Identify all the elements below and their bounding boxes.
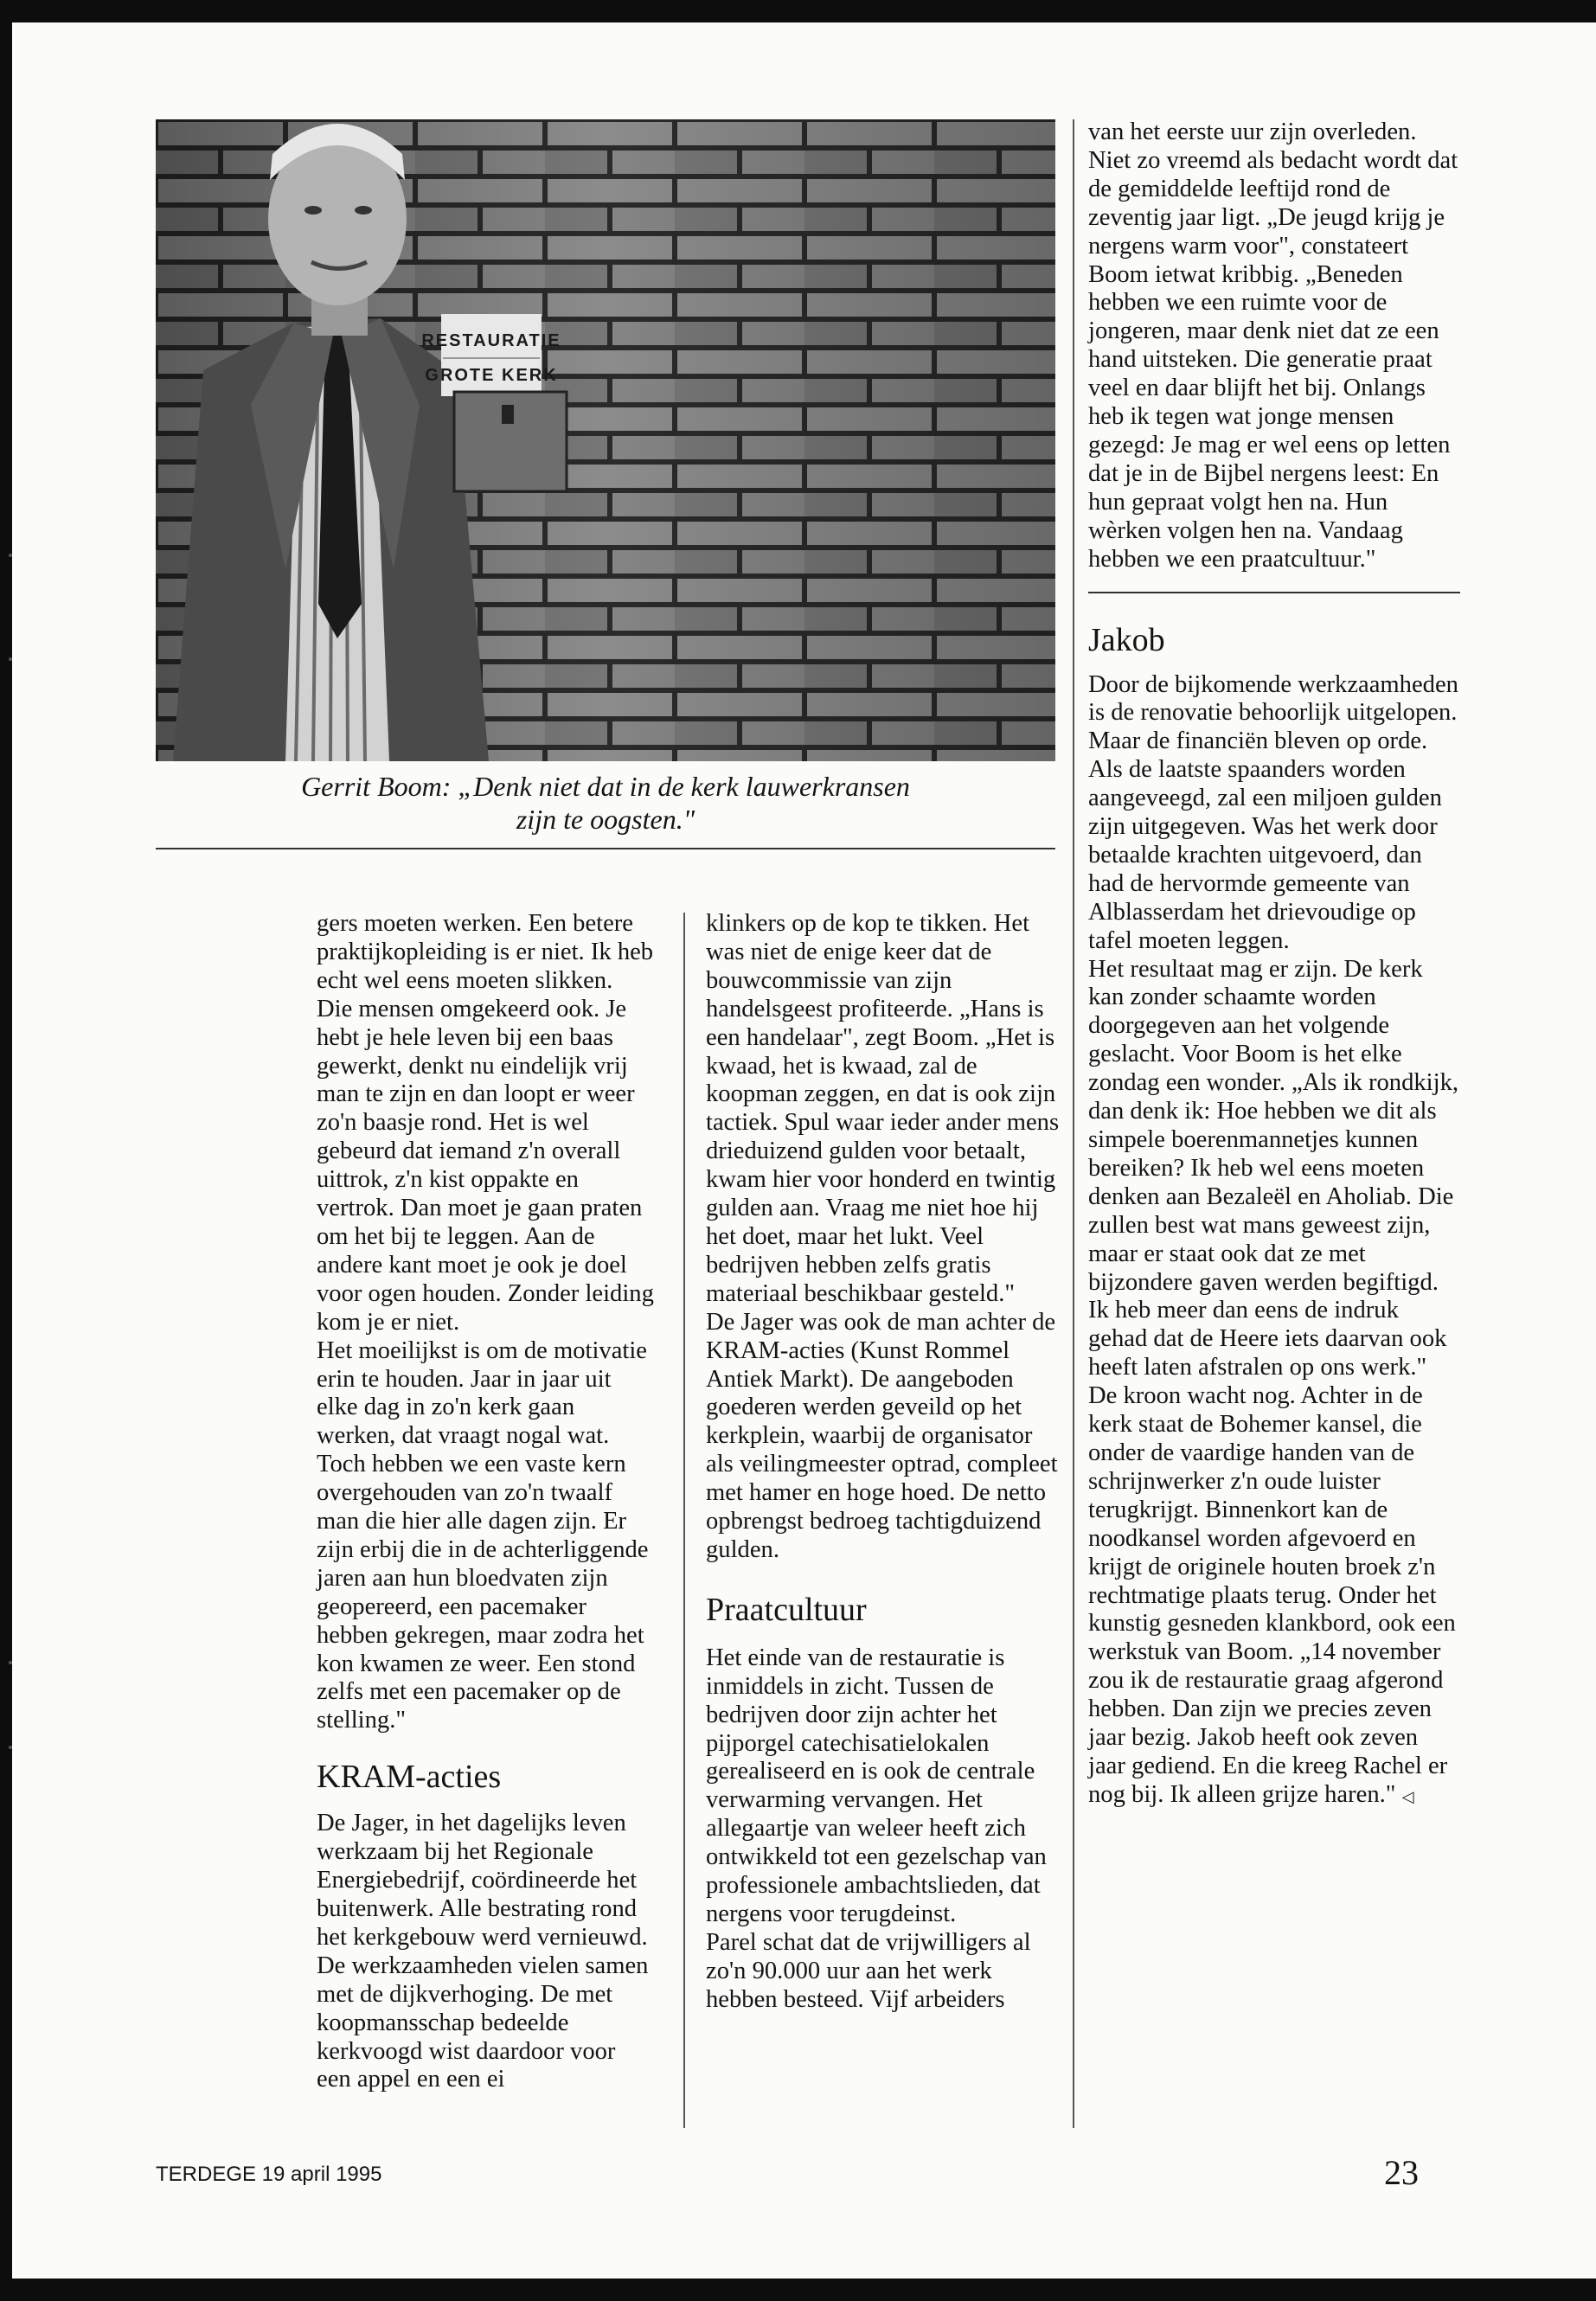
sign-line-1: RESTAURATIE	[421, 331, 561, 350]
paragraph: De Jager was ook de man achter de KRAM-acties (Kunst Rommel Antiek Markt). De aangeboden goederen werden geveild op het kerkplein, waarbij de organisator als veilingmeester optrad, compleet met hamer en hoge hoed. De netto opbrengst bedroeg tachtigduizend gulden.	[706, 1308, 1058, 1563]
margin-speck	[9, 657, 12, 661]
section-heading-kram: KRAM-acties	[317, 1759, 502, 1796]
page-number: 23	[1384, 2153, 1419, 2192]
caption-line-1: Gerrit Boom: „Denk niet dat in de kerk lauwerkransen	[301, 771, 910, 802]
paragraph: gers moeten werken. Een betere praktijkopleiding is er niet. Ik heb echt wel eens moeten slikken.	[317, 910, 654, 994]
sign-line-2: GROTE KERK	[425, 366, 558, 385]
caption-line-2: zijn te oogsten."	[516, 804, 695, 835]
end-of-article-icon: ◁	[1401, 1787, 1414, 1806]
paragraph: van het eerste uur zijn overleden. Niet zo vreemd als bedacht wordt dat de gemiddelde leeftijd rond de zeventig jaar ligt. „De jeugd krijg je nergens warm voor", constateert Boom ietwat kribbig. „Beneden hebben we een ruimte voor de jongeren, maar denk niet dat ze een hand uitsteken. Die generatie praat veel en daar blijft het bij. Onlangs heb ik tegen wat jonge mensen gezegd: Je mag er wel eens op letten dat je in de Bijbel nergens leest: En hun gepraat volgt hen na. Hun wèrken volgen hen na. Vandaag hebben we een praatcultuur."	[1088, 119, 1458, 573]
page-border-top	[0, 0, 1596, 22]
paragraph	[1088, 1382, 1460, 1812]
publication-footer: TERDEGE 19 april 1995	[156, 2163, 382, 2186]
margin-speck	[9, 1661, 12, 1664]
page-border-left	[0, 0, 12, 2301]
article-column-2	[706, 910, 1061, 2015]
column-divider	[1073, 119, 1074, 2128]
margin-speck	[9, 554, 12, 557]
paragraph-text: De kroon wacht nog. Achter in de kerk staat de Bohemer kansel, die onder de vaardige handen van de schrijnwerker z'n oude luister terugkrijgt. Binnenkort kan de noodkansel worden afgevoerd en krijgt de originele houten broek z'n rechtmatige plaats terug. Onder het kunstig gesneden klankbord, ook een werkstuk van Boom. „14 november zou ik de restauratie graag afgerond hebben. Dan zijn we precies zeven jaar bezig. Jakob heeft ook zeven jaar gediend. En die kreeg Rachel er nog bij. Ik alleen grijze haren."	[1088, 1382, 1456, 1808]
section-rule	[1088, 592, 1460, 593]
paragraph: klinkers op de kop te tikken. Het was niet de enige keer dat de bouwcommissie van zijn handelsgeest profiteerde. „Hans is een handelaar", zegt Boom. „Het is kwaad, het is kwaad, zal de koopman zeggen, en dat is ook zijn tactiek. Spul waar ieder ander mens drieduizend gulden voor betaalt, kwam hier voor honderd en twintig gulden aan. Vraag me niet hoe hij het doet, maar het lukt. Veel bedrijven hebben zelfs gratis materiaal beschikbaar gesteld."	[706, 910, 1060, 1307]
paragraph: De Jager, in het dagelijks leven werkzaam bij het Regionale Energiebedrijf, coördineerde het buitenwerk. Alle bestrating rond het kerkgebouw werd vernieuwd. De werkzaamheden vielen samen met de dijkverhoging. De met koopmansschap bedeelde kerkvoogd wist daardoor voor een appel en een ei	[317, 1810, 649, 2093]
article-photo	[156, 119, 1055, 761]
section-heading-jakob: Jakob	[1088, 621, 1165, 658]
column-divider	[683, 913, 685, 2128]
article-column-3	[1088, 119, 1460, 1812]
paragraph: Het einde van de restauratie is inmiddels in zicht. Tussen de bedrijven door zijn achter het pijporgel catechisatielokalen gerealiseerd en is ook de centrale verwarming vervangen. Het allegaartje van weleer heeft zich ontwikkeld tot een gezelschap van professionele ambachtslieden, dat nergens voor terugdeinst.	[706, 1644, 1047, 1927]
photo-caption	[156, 770, 1055, 836]
paragraph: Die mensen omgekeerd ook. Je hebt je hele leven bij een baas gewerkt, denkt nu eindelijk vrij man te zijn en dan loopt er weer zo'n baasje rond. Het is wel gebeurd dat iemand z'n overall uittrok, z'n kist oppakte en vertrok. Dan moet je gaan praten om het bij te leggen. Aan de andere kant moet je ook je doel voor ogen houden. Zonder leiding kom je er niet.	[317, 995, 654, 1336]
caption-rule	[156, 848, 1055, 849]
margin-speck	[9, 1746, 12, 1749]
paragraph: Door de bijkomende werkzaamheden is de renovatie behoorlijk uitgelopen. Maar de financiën bleven op orde. Als de laatste spaanders worden aangeveegd, zal een miljoen gulden zijn uitgegeven. Was het werk door betaalde krachten uitgevoerd, dan had de hervormde gemeente van Alblasserdam het drievoudige op tafel moeten leggen.	[1088, 670, 1458, 954]
paragraph: Het resultaat mag er zijn. De kerk kan zonder schaamte worden doorgegeven aan het volgende geslacht. Voor Boom is het elke zondag een wonder. „Als ik rondkijk, dan denk ik: Hoe hebben we dit als simpele boerenmannetjes kunnen bereiken? Ik heb wel eens moeten denken aan Bezaleël en Aholiab. Die zullen best wat mans geweest zijn, maar er staat ook dat ze met bijzondere gaven werden begiftigd. Ik heb meer dan eens de indruk gehad dat de Heere iets daarvan ook heeft laten afstralen op ons werk."	[1088, 955, 1459, 1381]
page-border-bottom	[0, 2279, 1596, 2301]
paragraph: Het moeilijkst is om de motivatie erin te houden. Jaar in jaar uit elke dag in zo'n kerk gaan werken, dat vraagt nogal wat. Toch hebben we een vaste kern overgehouden van zo'n twaalf man die hier alle dagen zijn. Er zijn erbij die in de achterliggende jaren aan hun bloedvaten zijn geopereerd, een pacemaker hebben gekregen, maar zodra het kon kwamen ze weer. Een stond zelfs met een pacemaker op de stelling."	[317, 1336, 649, 1734]
paragraph: Parel schat dat de vrijwilligers al zo'n 90.000 uur aan het werk hebben besteed. Vijf arbeiders	[706, 1928, 1031, 2013]
article-column-1	[317, 910, 654, 2094]
section-heading-praatcultuur: Praatcultuur	[706, 1591, 867, 1628]
